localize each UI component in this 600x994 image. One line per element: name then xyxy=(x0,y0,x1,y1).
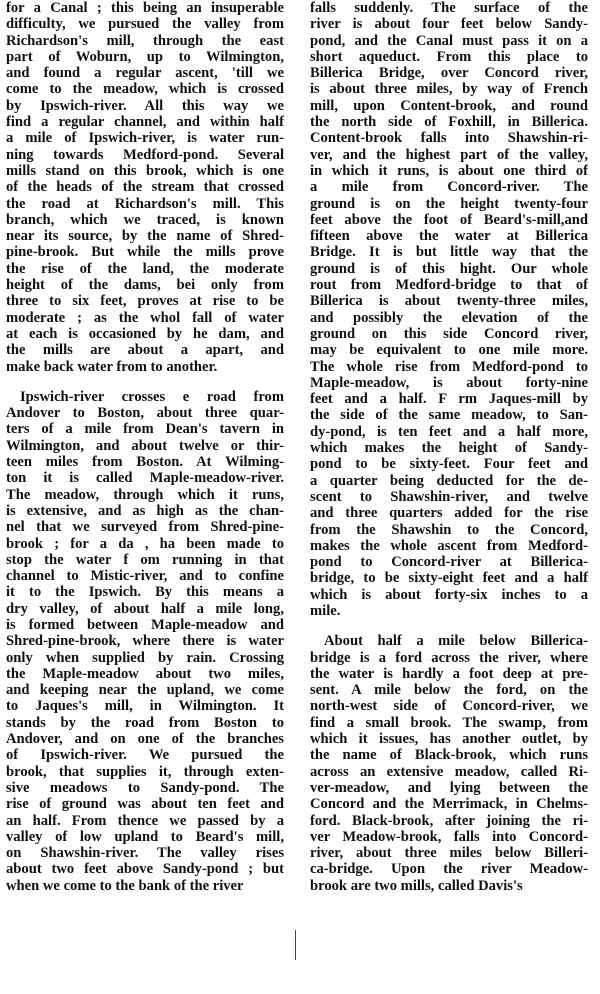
text-line: Andover to Boston, about three quar- xyxy=(6,405,284,422)
text-line: The meadow, through which it runs, xyxy=(6,486,284,503)
text-line: ca-bridge. Upon the river Meadow- xyxy=(310,861,588,878)
text-line: ters of a mile from Dean's tavern in xyxy=(6,421,284,438)
text-line: a mile of Ipswich-river, is water run- xyxy=(6,130,284,147)
text-line: brook ; for a da , ha been made to xyxy=(6,535,284,552)
text-line: is about three miles, by way of French xyxy=(310,81,588,98)
text-line: feet and a half. F rm Jaques-mill by xyxy=(310,391,588,408)
paragraph-gap xyxy=(310,619,588,633)
text-line: from the Shawshin to the Concord, xyxy=(310,521,588,538)
text-line: feet above the foot of Beard's-mill,and xyxy=(310,211,588,228)
paragraph xyxy=(6,389,284,894)
text-line: three to six feet, proves at rise to be xyxy=(6,293,284,310)
text-line: which is about forty-six inches to a xyxy=(310,586,588,603)
text-line: Richardson's mill, through the east xyxy=(6,32,284,49)
text-line: Ipswich-river crosses e road from xyxy=(20,388,284,405)
text-line: bridge, to be sixty-eight feet and a half xyxy=(310,570,588,587)
text-line: is formed between Maple-meadow and xyxy=(6,616,284,633)
text-line: fifteen above the water at Billerica xyxy=(310,228,588,245)
left-column xyxy=(6,0,284,894)
text-line: the mills are about a apart, and xyxy=(6,342,284,359)
text-line: only when supplied by rain. Crossing xyxy=(6,649,284,666)
text-line: teen miles from Boston. At Wilming- xyxy=(6,454,284,471)
text-line: the water is hardly a foot deep at pre- xyxy=(310,665,588,682)
text-line: stop the water f om running in that xyxy=(6,551,284,568)
text-line: north-west side of Concord-river, we xyxy=(310,698,588,715)
text-line: which makes the height of Sandy- xyxy=(310,440,588,457)
text-line: the Maple-meadow about two miles, xyxy=(6,665,284,682)
text-line: pond, and the Canal must pass it on a xyxy=(310,32,588,49)
text-line: and possibly the elevation of the xyxy=(310,309,588,326)
text-line: dy-pond, is ten feet and a half more, xyxy=(310,423,588,440)
text-line: Maple-meadow, is about forty-nine xyxy=(310,374,588,391)
text-line: bridge is a ford across the river, where xyxy=(310,649,588,666)
text-line: a mile from Concord-river. The xyxy=(310,179,588,196)
text-line: it to the Ipswich. By this means a xyxy=(6,584,284,601)
text-line: come to the meadow, which is crossed xyxy=(6,81,284,98)
text-line: pond to be sixty-feet. Four feet and xyxy=(310,456,588,473)
text-line: ford. Black-brook, after joining the ri- xyxy=(310,812,588,829)
text-line: brook are two mills, called Davis's xyxy=(310,877,523,894)
right-column xyxy=(310,0,588,894)
text-line: sive meadows to Sandy-pond. The xyxy=(6,779,284,796)
text-line: short aqueduct. From this place to xyxy=(310,48,588,65)
text-line: of Ipswich-river. We pursued the xyxy=(6,747,284,764)
text-line: ning towards Medford-pond. Several xyxy=(6,146,284,163)
paragraph xyxy=(310,0,588,619)
text-line: ver, and the highest part of the valley, xyxy=(310,146,588,163)
text-line: river, about three miles below Billeri- xyxy=(310,845,588,862)
text-line: pine-brook. But while the mills prove xyxy=(6,244,284,261)
text-line: by Ipswich-river. All this way we xyxy=(6,97,284,114)
text-line: scent to Shawshin-river, and twelve xyxy=(310,488,588,505)
text-line: find a small brook. The swamp, from xyxy=(310,714,588,731)
text-line: channel to Mistic-river, and to confine xyxy=(6,568,284,585)
text-line: the side of the same meadow, to San- xyxy=(310,407,588,424)
text-line: mill, upon Content-brook, and round xyxy=(310,97,588,114)
text-line: ground on this side Concord river, xyxy=(310,325,588,342)
text-line: Concord and the Merrimack, in Chelms- xyxy=(310,796,588,813)
text-line: makes the whole ascent from Medford- xyxy=(310,537,588,554)
text-line: and found a regular ascent, 'till we xyxy=(6,65,284,82)
text-line: rise of ground was about ten feet and xyxy=(6,796,284,813)
text-line: and keeping near the upland, we come xyxy=(6,682,284,699)
text-line: the name of Black-brook, which runs xyxy=(310,747,588,764)
text-line: the north side of Foxhill, in Billerica. xyxy=(310,114,588,131)
text-line: Billerica is about twenty-three miles, xyxy=(310,293,588,310)
text-line: Bridge. It is but little way that the xyxy=(310,244,588,261)
text-line: at each is occasioned by he dam, and xyxy=(6,325,284,342)
paragraph xyxy=(6,0,284,375)
text-line: nel that we surveyed from Shred-pine- xyxy=(6,519,284,536)
text-line: which it issues, has another outlet, by xyxy=(310,731,588,748)
text-line: About half a mile below Billerica- xyxy=(324,633,588,650)
text-line: dry valley, of about half a mile long, xyxy=(6,600,284,617)
text-line: may be equivalent to one mile more. xyxy=(310,342,588,359)
paragraph xyxy=(310,633,588,894)
text-line: to Jaques's mill, in Wilmington. It xyxy=(6,698,284,715)
column-rule xyxy=(295,930,296,960)
text-line: ver Meadow-brook, falls into Concord- xyxy=(310,828,588,845)
text-line: ground is on the height twenty-four xyxy=(310,195,588,212)
text-line: part of Woburn, up to Wilmington, xyxy=(6,48,284,65)
text-line: in which it runs, is about one third of xyxy=(310,162,588,179)
text-line: find a regular channel, and within half xyxy=(6,114,284,131)
text-line: ver-meadow, and lying between the xyxy=(310,779,588,796)
text-line: about two feet above Sandy-pond ; but xyxy=(6,861,284,878)
text-line: the road at Richardson's mill. This xyxy=(6,195,284,212)
text-line: pond to Concord-river at Billerica- xyxy=(310,554,588,571)
text-line: rout from Medford-bridge to that of xyxy=(310,277,588,294)
text-line: ground is of this hight. Our whole xyxy=(310,260,588,277)
text-line: near its source, by the name of Shred- xyxy=(6,228,284,245)
text-line: valley of low upland to Beard's mill, xyxy=(6,828,284,845)
text-line: on Shawshin-river. The valley rises xyxy=(6,845,284,862)
text-line: an half. From thence we passed by a xyxy=(6,812,284,829)
text-line: and three quarters added for the rise xyxy=(310,505,588,522)
text-line: when we come to the bank of the river xyxy=(6,877,244,894)
text-line: of the heads of the stream that crossed xyxy=(6,179,284,196)
text-line: a quarter being deducted for the de- xyxy=(310,472,588,489)
text-line: Wilmington, and about twelve or thir- xyxy=(6,437,284,454)
text-line: difficulty, we pursued the valley from xyxy=(6,16,284,33)
text-line: moderate ; as the whol fall of water xyxy=(6,309,284,326)
text-line: branch, which we traced, is known xyxy=(6,211,284,228)
text-line: The whole rise from Medford-pond to xyxy=(310,358,588,375)
text-line: is extensive, and as high as the chan- xyxy=(6,502,284,519)
text-line: for a Canal ; this being an insuperable xyxy=(6,0,284,16)
text-line: falls suddenly. The surface of the xyxy=(310,0,588,16)
text-line: sent. A mile below the ford, on the xyxy=(310,682,588,699)
text-line: height of the dams, bei only from xyxy=(6,277,284,294)
text-line: river is about four feet below Sandy- xyxy=(310,16,588,33)
text-line: Shred-pine-brook, where there is water xyxy=(6,633,284,650)
text-line: Billerica Bridge, over Concord river, xyxy=(310,65,588,82)
text-line: stands by the road from Boston to xyxy=(6,714,284,731)
text-line: make back water from to another. xyxy=(6,358,218,375)
text-line: mills stand on this brook, which is one xyxy=(6,162,284,179)
text-line: the rise of the land, the moderate xyxy=(6,260,284,277)
text-line: brook, that supplies it, through exten- xyxy=(6,763,284,780)
text-line: Content-brook falls into Shawshin-ri- xyxy=(310,130,588,147)
text-line: ton it is called Maple-meadow-river. xyxy=(6,470,284,487)
text-line: across an extensive meadow, called Ri- xyxy=(310,763,588,780)
text-line: mile. xyxy=(310,602,341,619)
text-line: Andover, and on one of the branches xyxy=(6,731,284,748)
paragraph-gap xyxy=(6,375,284,389)
